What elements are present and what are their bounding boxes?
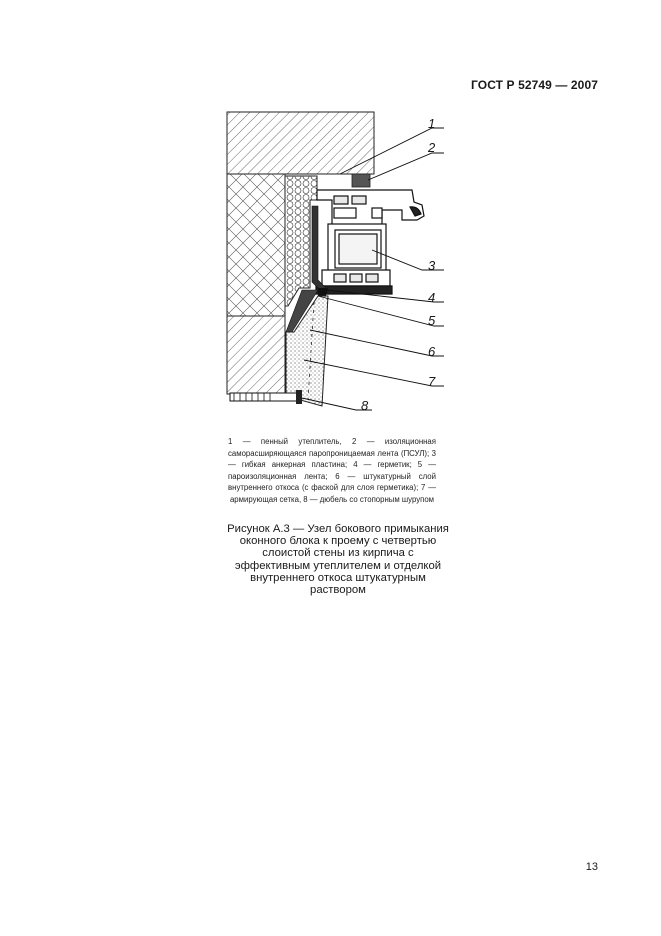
sealant — [318, 288, 328, 296]
page-number: 13 — [585, 861, 598, 873]
callout-7: 7 — [428, 374, 436, 389]
figure-legend: 1 — пенный утеплитель, 2 — изоляционная саморасширяющаяся паропроницаемая лента (ПСУЛ); 3 — гибкая анкерная пластина; 4 — герметик; 5 — пароизоляционная лента; 6 — штукатурный слой внутреннего откоса (с фаской для слоя герметика); 7 — армирующая сетка, 8 — дюбель со стопорным шурупом — [228, 437, 436, 504]
brick-quarter — [227, 112, 374, 174]
figure-caption: Рисунок А.3 — Узел бокового примыкания оконного блока к проему с четвертью слоистой стены из кирпича с эффективным утеплителем и отделкой внутреннего откоса штукатурным раствором — [227, 523, 449, 597]
callout-4: 4 — [428, 290, 436, 305]
callout-5: 5 — [428, 313, 436, 328]
window-frame — [316, 190, 424, 294]
inner-brick — [227, 316, 285, 394]
callout-3: 3 — [428, 258, 436, 273]
plaster-slope — [286, 296, 328, 406]
insulation-layer — [227, 174, 285, 316]
psul-tape — [352, 174, 370, 187]
callout-6: 6 — [428, 344, 436, 359]
callout-1: 1 — [428, 116, 436, 131]
window-junction-drawing — [222, 110, 448, 414]
callout-8: 8 — [361, 398, 369, 413]
callout-2: 2 — [428, 140, 436, 155]
document-header: ГОСТ Р 52749 — 2007 — [471, 78, 598, 92]
